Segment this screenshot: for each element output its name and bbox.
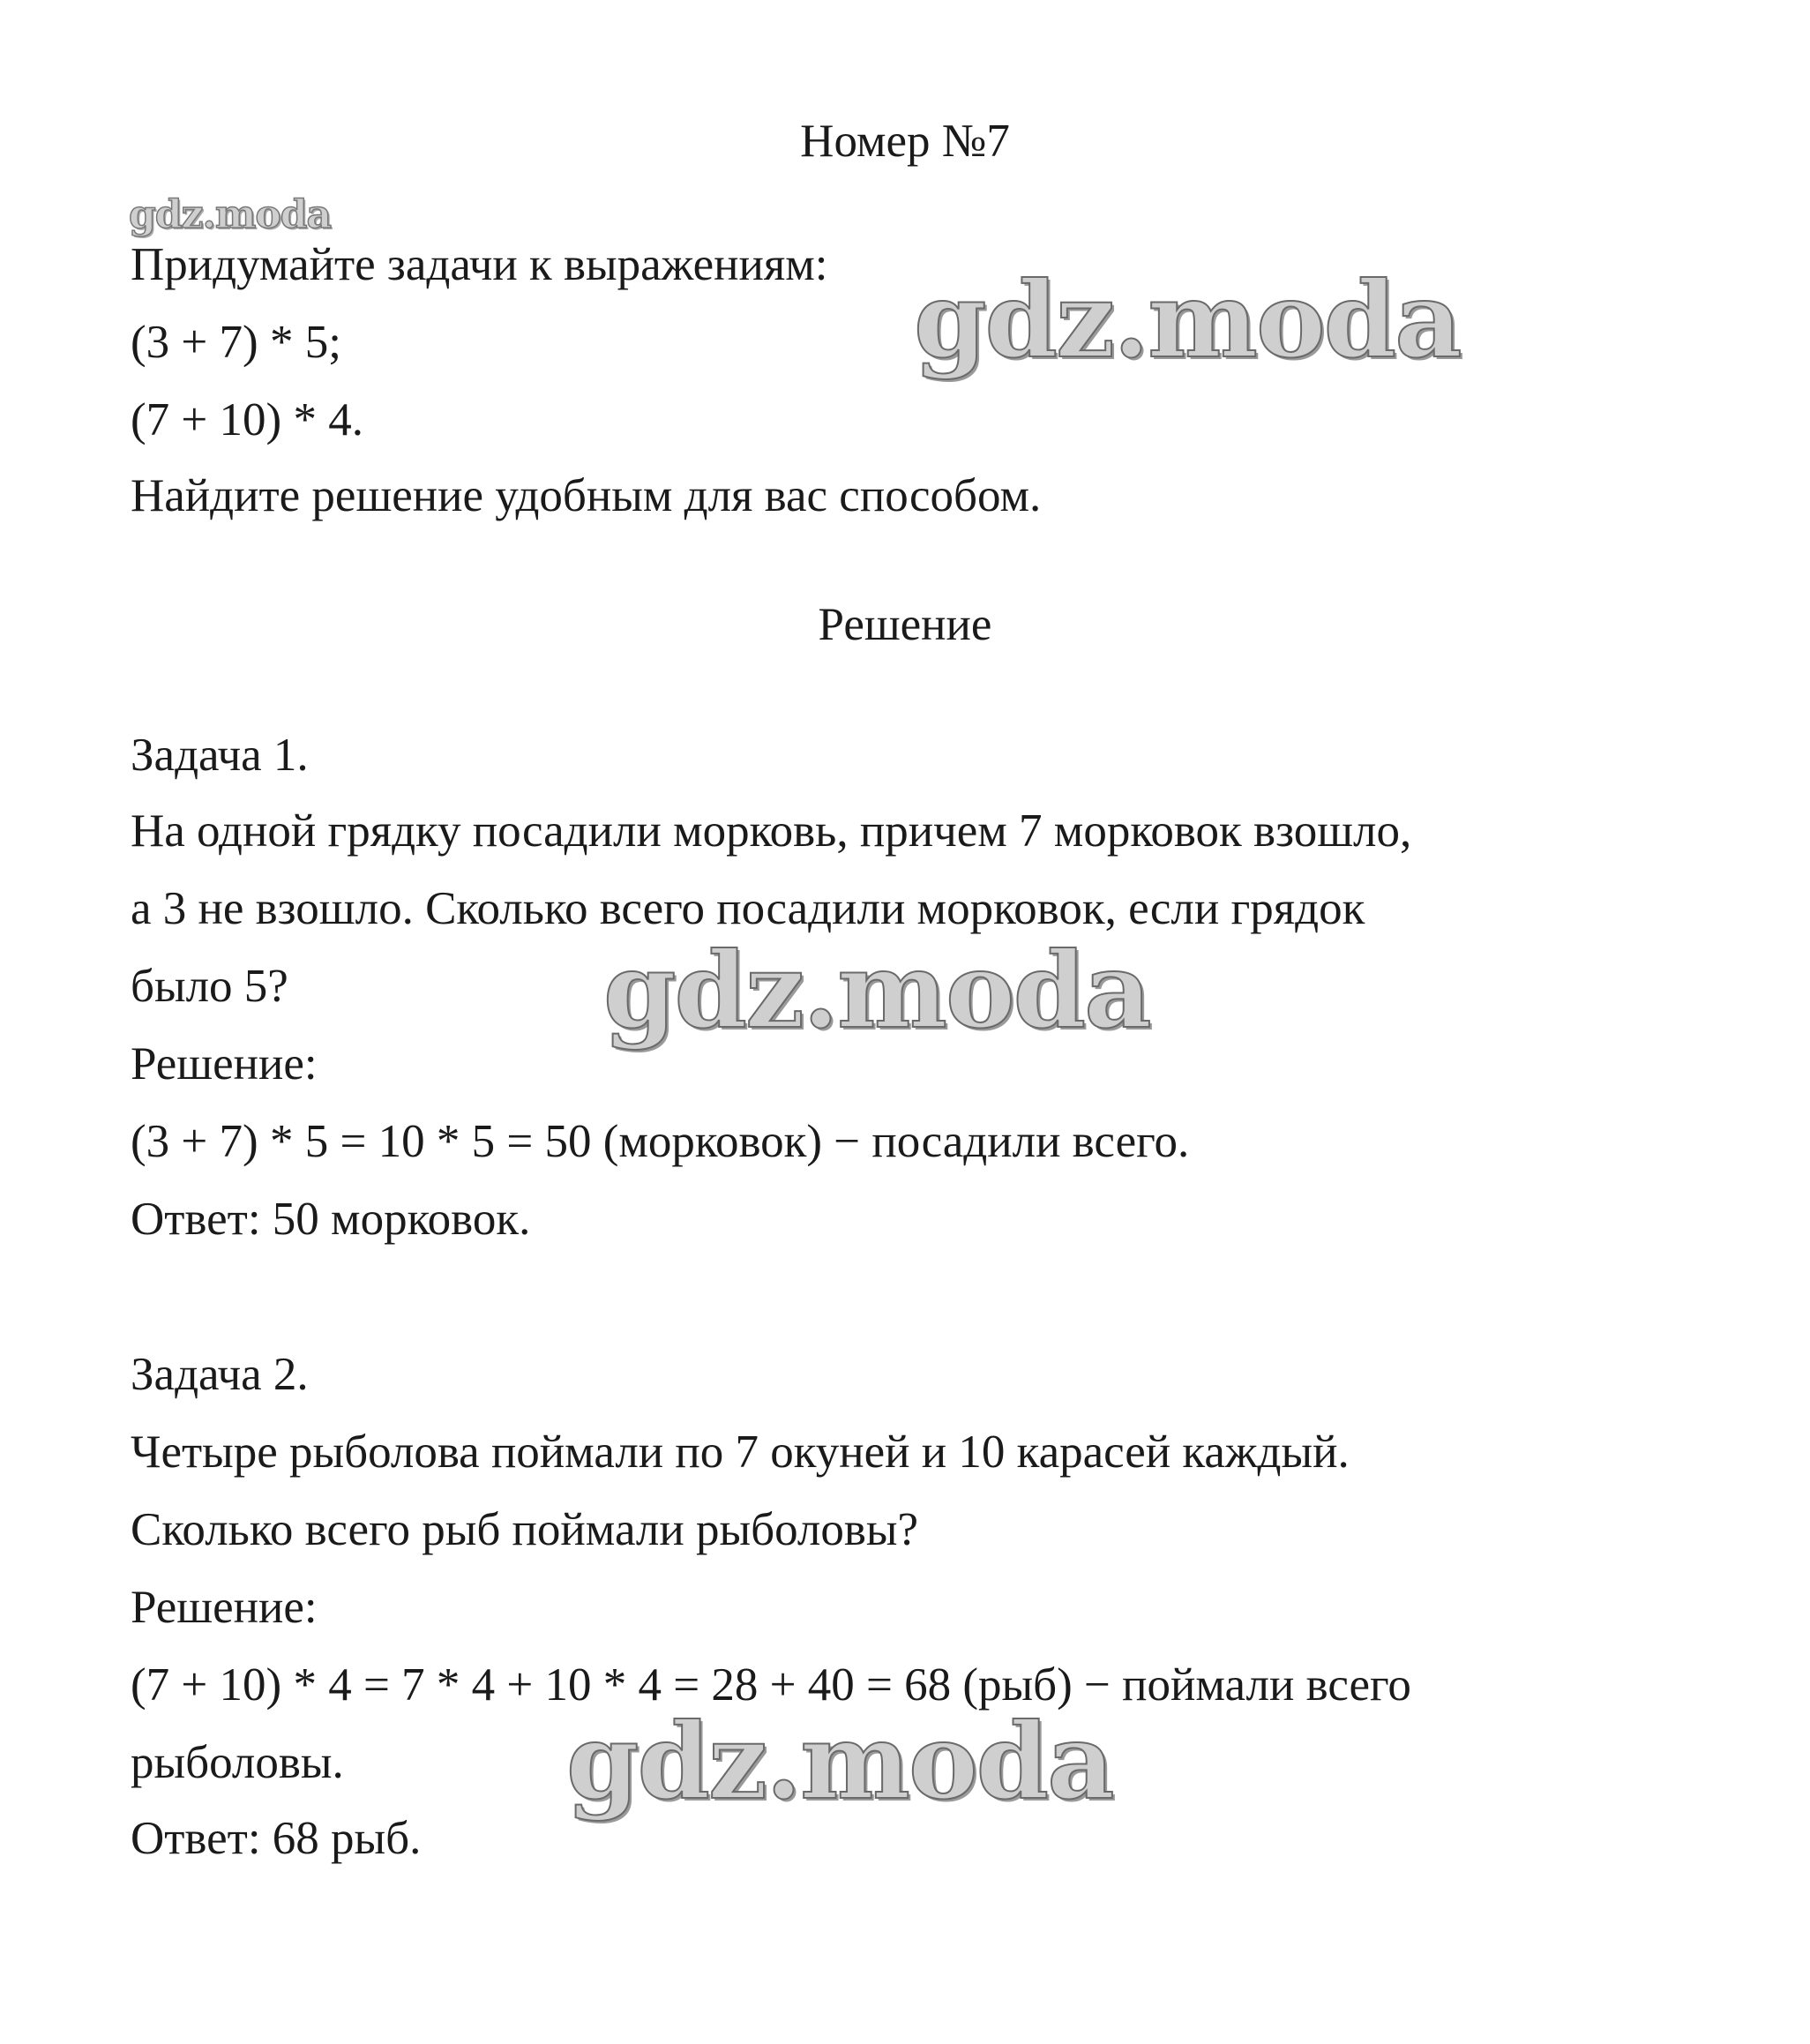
problem-2-text-line: Сколько всего рыб поймали рыболовы? xyxy=(131,1504,918,1555)
watermark-logo: gdz.moda xyxy=(566,1700,1113,1823)
problem-2-answer: Ответ: 68 рыб. xyxy=(131,1813,422,1864)
watermark-logo-small: gdz.moda xyxy=(129,192,332,237)
problem-2-text-line: Четыре рыболова поймали по 7 окуней и 10 карасей каждый. xyxy=(131,1426,1350,1478)
problem-1-calculation: (3 + 7) * 5 = 10 * 5 = 50 (морковок) − посадили всего. xyxy=(131,1116,1190,1167)
watermark-logo: gdz.moda xyxy=(914,258,1461,381)
task-expression-1: (3 + 7) * 5; xyxy=(131,317,341,368)
page-title: Номер №7 xyxy=(800,116,1010,167)
problem-1-text-line: а 3 не взошло. Сколько всего посадили морковок, если грядок xyxy=(131,883,1365,934)
task-expression-2: (7 + 10) * 4. xyxy=(131,394,363,445)
problem-2-calculation: (7 + 10) * 4 = 7 * 4 + 10 * 4 = 28 + 40 = 68 (рыб) − поймали всего xyxy=(131,1659,1411,1711)
problem-1-solution-label: Решение: xyxy=(131,1038,318,1089)
problem-2-solution-label: Решение: xyxy=(131,1582,318,1633)
task-instruction: Придумайте задачи к выражениям: xyxy=(131,239,828,290)
problem-1-text-line: На одной грядку посадили морковь, причем 7 морковок взошло, xyxy=(131,805,1412,857)
problem-1-title: Задача 1. xyxy=(131,730,309,781)
task-hint: Найдите решение удобным для вас способом. xyxy=(131,470,1042,521)
problem-2-calculation-cont: рыболовы. xyxy=(131,1737,344,1788)
problem-1-answer: Ответ: 50 морковок. xyxy=(131,1194,531,1245)
problem-2-title: Задача 2. xyxy=(131,1349,309,1400)
problem-1-text-line: было 5? xyxy=(131,961,288,1012)
solution-heading: Решение xyxy=(818,599,992,650)
watermark-logo: gdz.moda xyxy=(603,929,1150,1052)
